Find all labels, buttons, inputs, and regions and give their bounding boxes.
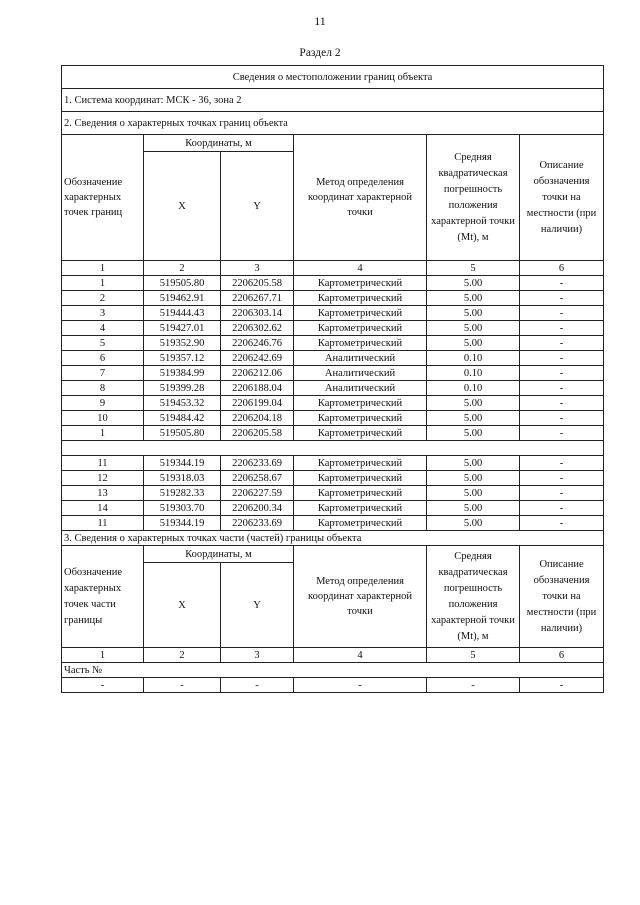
part-header-x: X — [144, 563, 221, 648]
part-cell: - — [294, 678, 427, 693]
table-title: Сведения о местоположении границ объекта — [62, 66, 604, 89]
coord-x: 519453.32 — [144, 396, 221, 411]
coord-y: 2206303.14 — [221, 306, 294, 321]
error: 0.10 — [427, 366, 520, 381]
method: Картометрический — [294, 396, 427, 411]
description: - — [520, 276, 604, 291]
coord-x: 519484.42 — [144, 411, 221, 426]
part-header-y: Y — [221, 563, 294, 648]
method: Картометрический — [294, 276, 427, 291]
coord-x: 519505.80 — [144, 276, 221, 291]
part-cell: - — [520, 678, 604, 693]
coord-x: 519399.28 — [144, 381, 221, 396]
part-cell: - — [221, 678, 294, 693]
part-column-number-row — [62, 648, 604, 663]
method: Картометрический — [294, 426, 427, 441]
column-number-row — [62, 261, 604, 276]
point-number: 1 — [62, 276, 144, 291]
header-method: Метод определения координат характерной точки — [294, 135, 427, 261]
method: Картометрический — [294, 321, 427, 336]
header-designation: Обозначение характерных точек границ — [62, 135, 144, 261]
point-number: 14 — [62, 501, 144, 516]
table-row — [62, 486, 604, 501]
description: - — [520, 426, 604, 441]
part-header-method: Метод определения координат характерной точки — [294, 546, 427, 648]
method: Картометрический — [294, 336, 427, 351]
method: Аналитический — [294, 381, 427, 396]
col-number: 2 — [144, 261, 221, 276]
description: - — [520, 471, 604, 486]
error: 5.00 — [427, 486, 520, 501]
table-row — [62, 366, 604, 381]
error: 5.00 — [427, 321, 520, 336]
part-row — [62, 678, 604, 693]
col-number: 6 — [520, 261, 604, 276]
table-row — [62, 411, 604, 426]
error: 5.00 — [427, 411, 520, 426]
description: - — [520, 456, 604, 471]
description: - — [520, 486, 604, 501]
description: - — [520, 381, 604, 396]
coord-y: 2206188.04 — [221, 381, 294, 396]
part-header-description: Описание обозначения точки на местности (при наличии) — [520, 546, 604, 648]
point-number: 8 — [62, 381, 144, 396]
point-number: 5 — [62, 336, 144, 351]
header-y: Y — [221, 152, 294, 261]
table-row — [62, 306, 604, 321]
point-number: 9 — [62, 396, 144, 411]
col-number: 3 — [221, 648, 294, 663]
method: Картометрический — [294, 456, 427, 471]
col-number: 1 — [62, 648, 144, 663]
description: - — [520, 306, 604, 321]
coord-y: 2206233.69 — [221, 516, 294, 531]
table-row — [62, 276, 604, 291]
part-header-designation: Обозначение характерных точек части границы — [62, 546, 144, 648]
error: 5.00 — [427, 456, 520, 471]
error: 5.00 — [427, 336, 520, 351]
part-cell: - — [144, 678, 221, 693]
header-coordinates: Координаты, м — [144, 135, 294, 152]
part-header-coordinates: Координаты, м — [144, 546, 294, 563]
part-cell: - — [62, 678, 144, 693]
points-section-title: 2. Сведения о характерных точках границ объекта — [62, 112, 604, 135]
coord-x: 519352.90 — [144, 336, 221, 351]
coord-y: 2206246.76 — [221, 336, 294, 351]
method: Картометрический — [294, 291, 427, 306]
point-number: 11 — [62, 516, 144, 531]
col-number: 3 — [221, 261, 294, 276]
method: Аналитический — [294, 366, 427, 381]
coord-x: 519344.19 — [144, 456, 221, 471]
section-title: Раздел 2 — [299, 47, 341, 59]
error: 5.00 — [427, 471, 520, 486]
header-description: Описание обозначения точки на местности (при наличии) — [520, 135, 604, 261]
table-row — [62, 516, 604, 531]
coord-y: 2206233.69 — [221, 456, 294, 471]
description: - — [520, 321, 604, 336]
point-number: 10 — [62, 411, 144, 426]
col-number: 1 — [62, 261, 144, 276]
description: - — [520, 336, 604, 351]
part-section-title: 3. Сведения о характерных точках части (частей) границы объекта — [62, 531, 604, 546]
page-number: 11 — [314, 14, 326, 28]
coord-x: 519384.99 — [144, 366, 221, 381]
coord-y: 2206212.06 — [221, 366, 294, 381]
boundary-table — [61, 65, 604, 693]
coord-y: 2206227.59 — [221, 486, 294, 501]
point-number: 11 — [62, 456, 144, 471]
description: - — [520, 366, 604, 381]
coord-x: 519427.01 — [144, 321, 221, 336]
col-number: 4 — [294, 261, 427, 276]
description: - — [520, 411, 604, 426]
error: 5.00 — [427, 306, 520, 321]
coord-x: 519505.80 — [144, 426, 221, 441]
method: Картометрический — [294, 486, 427, 501]
method: Картометрический — [294, 471, 427, 486]
method: Аналитический — [294, 351, 427, 366]
table-row — [62, 456, 604, 471]
coord-x: 519462.91 — [144, 291, 221, 306]
method: Картометрический — [294, 516, 427, 531]
point-number: 13 — [62, 486, 144, 501]
coord-x: 519318.03 — [144, 471, 221, 486]
description: - — [520, 291, 604, 306]
error: 0.10 — [427, 351, 520, 366]
table-row — [62, 501, 604, 516]
point-number: 7 — [62, 366, 144, 381]
point-number: 6 — [62, 351, 144, 366]
header-x: X — [144, 152, 221, 261]
col-number: 2 — [144, 648, 221, 663]
part-cell: - — [427, 678, 520, 693]
table-row — [62, 291, 604, 306]
coord-y: 2206267.71 — [221, 291, 294, 306]
description: - — [520, 501, 604, 516]
coord-y: 2206302.62 — [221, 321, 294, 336]
error: 5.00 — [427, 276, 520, 291]
error: 5.00 — [427, 426, 520, 441]
col-number: 4 — [294, 648, 427, 663]
table-row — [62, 471, 604, 486]
header-error: Средняя квадратическая погрешность положения характерной точки (Mt), м — [427, 135, 520, 261]
point-number: 12 — [62, 471, 144, 486]
part-label: Часть № — [62, 663, 604, 678]
coord-x: 519303.70 — [144, 501, 221, 516]
coord-y: 2206200.34 — [221, 501, 294, 516]
method: Картометрический — [294, 501, 427, 516]
coord-y: 2206199.04 — [221, 396, 294, 411]
part-header-error: Средняя квадратическая погрешность положения характерной точки (Mt), м — [427, 546, 520, 648]
coord-y: 2206258.67 — [221, 471, 294, 486]
method: Картометрический — [294, 306, 427, 321]
point-number: 2 — [62, 291, 144, 306]
spacer-row — [62, 441, 604, 456]
coord-y: 2206242.69 — [221, 351, 294, 366]
table-row — [62, 381, 604, 396]
coord-y: 2206205.58 — [221, 426, 294, 441]
method: Картометрический — [294, 411, 427, 426]
point-number: 1 — [62, 426, 144, 441]
coord-x: 519282.33 — [144, 486, 221, 501]
coord-x: 519357.12 — [144, 351, 221, 366]
error: 5.00 — [427, 516, 520, 531]
coordinate-system: 1. Система координат: МСК - 36, зона 2 — [62, 89, 604, 112]
description: - — [520, 351, 604, 366]
coord-y: 2206204.18 — [221, 411, 294, 426]
description: - — [520, 516, 604, 531]
coord-x: 519344.19 — [144, 516, 221, 531]
col-number: 5 — [427, 261, 520, 276]
col-number: 5 — [427, 648, 520, 663]
error: 5.00 — [427, 501, 520, 516]
coord-y: 2206205.58 — [221, 276, 294, 291]
coord-x: 519444.43 — [144, 306, 221, 321]
table-row — [62, 396, 604, 411]
error: 0.10 — [427, 381, 520, 396]
error: 5.00 — [427, 291, 520, 306]
table-row — [62, 336, 604, 351]
table-row — [62, 426, 604, 441]
point-number: 4 — [62, 321, 144, 336]
col-number: 6 — [520, 648, 604, 663]
table-row — [62, 351, 604, 366]
error: 5.00 — [427, 396, 520, 411]
description: - — [520, 396, 604, 411]
point-number: 3 — [62, 306, 144, 321]
spacer-cell — [62, 441, 604, 456]
table-row — [62, 321, 604, 336]
